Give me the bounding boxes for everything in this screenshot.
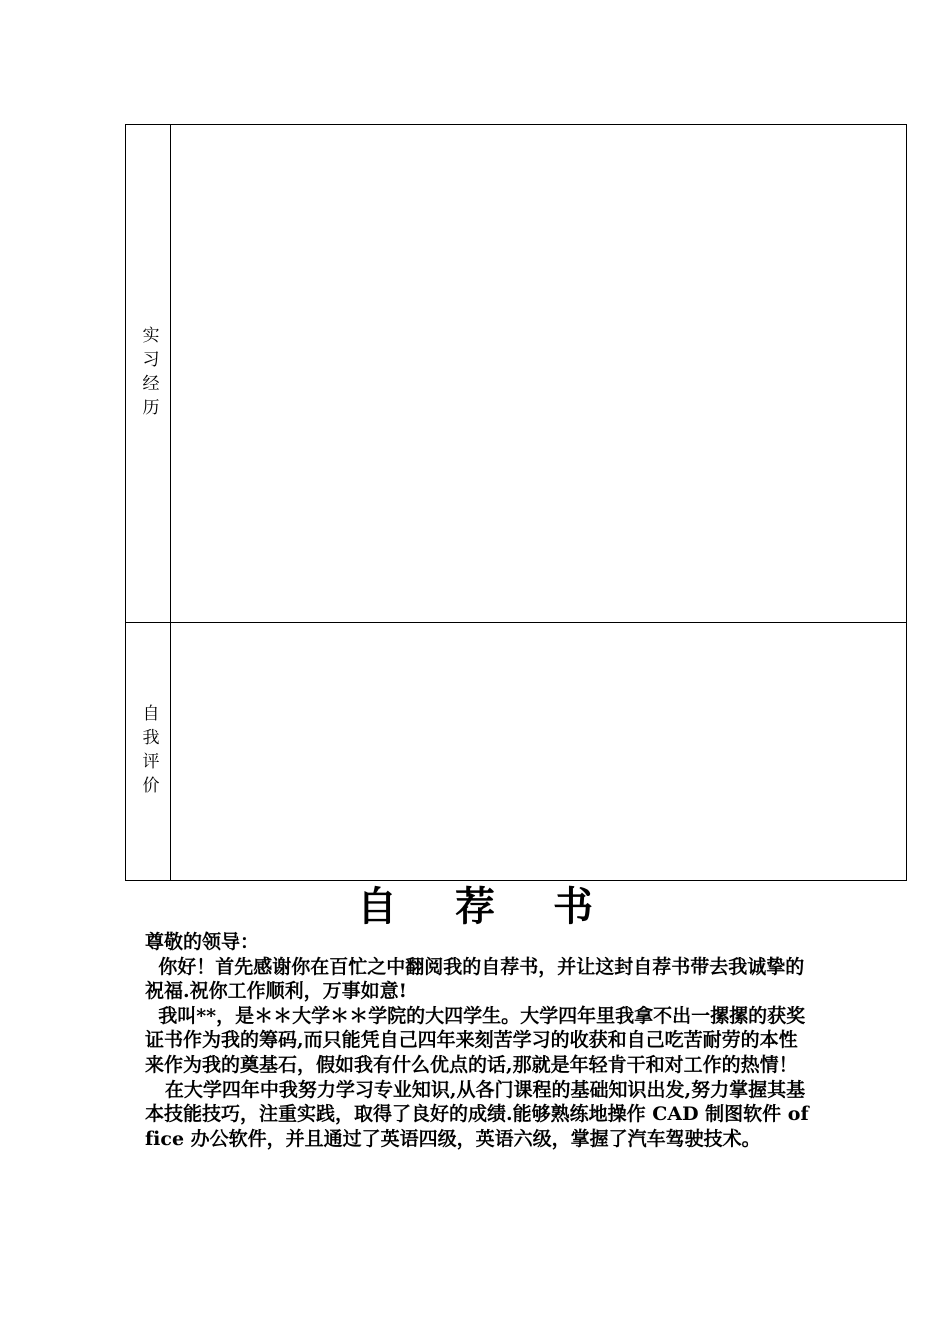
resume-table: [125, 124, 907, 881]
self-evaluation-row: [126, 623, 906, 880]
internship-label: 实习经历: [138, 325, 159, 422]
letter-body: [145, 930, 810, 1151]
self-evaluation-content-cell: [171, 623, 906, 880]
internship-row: [126, 125, 906, 623]
letter-paragraph: 在大学四年中我努力学习专业知识,从各门课程的基础知识出发,努力掌握其基本技能技巧，注重实践，取得了良好的成绩.能够熟练地操作 CAD 制图软件 office 办公软件，并且通过了英语四级，英语六级，掌握了汽车驾驶技术。: [145, 1078, 809, 1150]
letter-title: 自荐书: [357, 883, 651, 930]
self-evaluation-label-cell: [126, 623, 171, 880]
internship-label-cell: [126, 125, 171, 622]
letter-greeting: 尊敬的领导：: [145, 931, 260, 953]
internship-content-cell: [171, 125, 906, 622]
self-evaluation-label: 自我评价: [138, 703, 159, 800]
letter-paragraph: 你好！首先感谢你在百忙之中翻阅我的自荐书，并让这封自荐书带去我诚挚的祝福.祝你工作顺利，万事如意!: [145, 955, 805, 1003]
letter-paragraph: 我叫**，是＊＊大学＊＊学院的大四学生。大学四年里我拿不出一摞摞的获奖证书作为我的筹码,而只能凭自己四年来刻苦学习的收获和自己吃苦耐劳的本性来作为我的奠基石，假如我有什么优点的话,那就是年轻肯干和对工作的热情！: [145, 1004, 806, 1076]
